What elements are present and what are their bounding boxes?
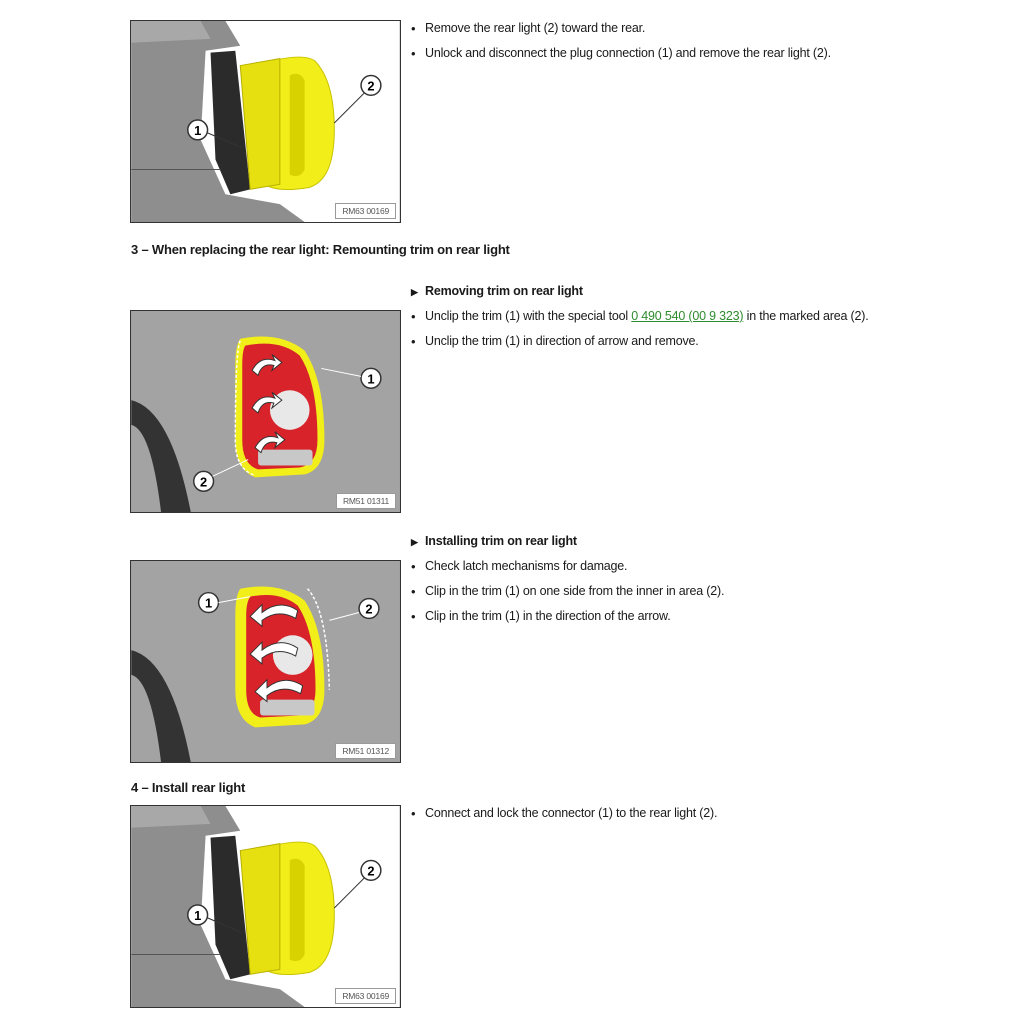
trim-installation-illustration — [131, 561, 400, 762]
step4-instructions — [408, 806, 888, 831]
figure-installing-trim — [130, 560, 401, 763]
removing-trim-subheading: ▶ Removing trim on rear light — [411, 284, 583, 298]
figure-remove-rear-light — [130, 20, 401, 223]
svg-text:2: 2 — [367, 863, 375, 879]
rear-light-removal-illustration — [131, 21, 400, 222]
svg-text:1: 1 — [194, 122, 202, 138]
instruction-item: • Unclip the trim (1) in direction of arrow and remove. — [408, 334, 888, 349]
svg-text:2: 2 — [200, 474, 208, 490]
removing-trim-instructions — [408, 284, 888, 359]
svg-text:1: 1 — [367, 371, 375, 387]
rear-light-install-illustration — [131, 806, 400, 1007]
triangle-right-icon: ▶ — [411, 287, 418, 297]
figure-code: RM63 00169 — [335, 203, 396, 219]
instruction-item: • Clip in the trim (1) in the direction of the arrow. — [408, 609, 888, 624]
instruction-item: • Remove the rear light (2) toward the rear. — [408, 21, 888, 36]
instruction-item: • Connect and lock the connector (1) to the rear light (2). — [408, 806, 888, 821]
instruction-item: • Clip in the trim (1) on one side from the inner in area (2). — [408, 584, 888, 599]
triangle-right-icon: ▶ — [411, 537, 418, 547]
figure-code: RM63 00169 — [335, 988, 396, 1004]
figure-install-rear-light — [130, 805, 401, 1008]
installing-trim-subheading: ▶ Installing trim on rear light — [411, 534, 577, 548]
instruction-item: • Unclip the trim (1) with the special tool 0 490 540 (00 9 323) in the marked area (2). — [408, 309, 888, 324]
trim-removal-illustration — [131, 311, 400, 512]
figure-code: RM51 01311 — [336, 493, 396, 509]
instruction-item: • Unlock and disconnect the plug connection (1) and remove the rear light (2). — [408, 46, 888, 61]
svg-text:1: 1 — [194, 907, 202, 923]
svg-text:2: 2 — [367, 78, 375, 94]
svg-text:2: 2 — [365, 601, 373, 617]
step-4-heading: 4 – Install rear light — [131, 780, 246, 795]
figure-removing-trim — [130, 310, 401, 513]
instruction-item: • Check latch mechanisms for damage. — [408, 559, 888, 574]
section1-instructions — [408, 21, 888, 71]
figure-code: RM51 01312 — [335, 743, 396, 759]
installing-trim-instructions — [408, 534, 888, 634]
special-tool-link[interactable]: 0 490 540 (00 9 323) — [631, 309, 744, 323]
step-3-heading: 3 – When replacing the rear light: Remounting trim on rear light — [131, 242, 510, 257]
svg-text:1: 1 — [204, 595, 213, 611]
